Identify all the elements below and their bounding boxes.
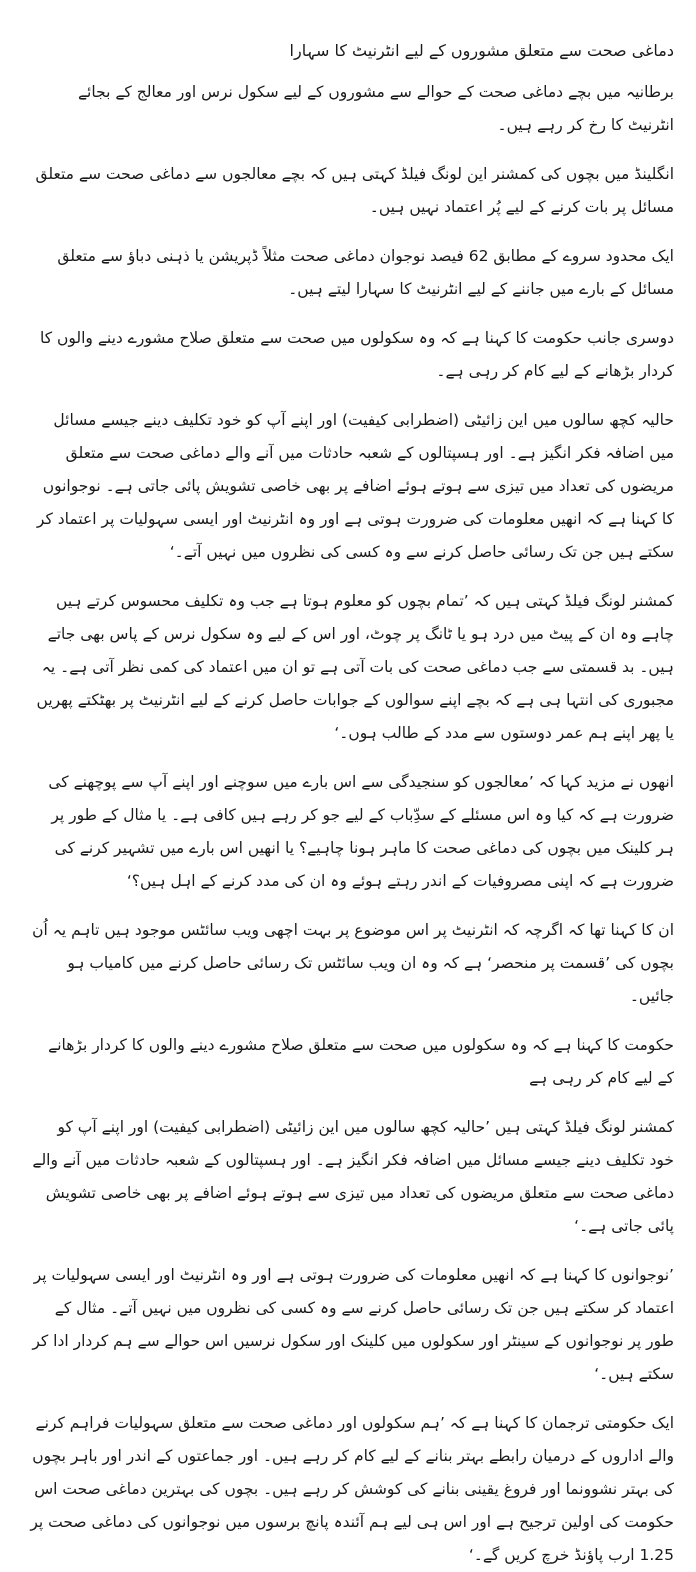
paragraph-11: ’نوجوانوں کا کہنا ہے کہ انھیں معلومات کی ضرورت ہوتی ہے اور وہ انٹرنیٹ اور ایسی سہولیات پر اعتماد کر سکتے ہیں جن تک رسائی حاصل کرنے سے وہ کسی کی نظروں میں نہیں آتے۔ مثال کے طور پر نوجوانوں کے سینٹر اور سکولوں میں کلینک اور سکول نرسیں اس حوالے سے ہم کردار ادا کر سکتے ہیں۔‘ xyxy=(32,1266,674,1383)
paragraph-5: حالیہ کچھ سالوں میں این زائیٹی (اضطرابی کیفیت) اور اپنے آپ کو خود تکلیف دینے جیسے مسائل میں اضافہ فکر انگیز ہے۔ اور ہسپتالوں کے شعبہ حادثات میں آنے والے دماغی صحت سے متعلق مریضوں کی تعداد میں تیزی سے ہوتے ہوئے اضافے پر بھی خاصی تشویش پائی جاتی ہے۔ نوجوانوں کا کہنا ہے کہ انھیں معلومات کی ضرورت ہوتی ہے اور وہ انٹرنیٹ اور ایسی سہولیات پر اعتماد کر سکتے ہیں جن تک رسائی حاصل کرنے سے وہ کسی کی نظروں میں نہیں آتے۔‘ xyxy=(36,411,674,561)
paragraph-6: کمشنر لونگ فیلڈ کہتی ہیں کہ ’تمام بچوں کو معلوم ہوتا ہے جب وہ تکلیف محسوس کرتے ہیں چاہے وہ ان کے پیٹ میں درد ہو یا ٹانگ پر چوٹ، اور اس کے لیے وہ سکول نرس کے پاس بھی جاتے ہیں۔ بد قسمتی سے جب دماغی صحت کی بات آتی ہے تو ان میں اعتماد کی کمی نظر آتی ہے۔ یہ مجبوری کی انتہا ہی ہے کہ بچے اپنے سوالوں کے جوابات حاصل کرنے کے لیے انٹرنیٹ پر بھٹکتے پھریں یا پھر اپنے ہم عمر دوستوں سے مدد کے طالب ہوں۔‘ xyxy=(36,592,674,742)
paragraph-3: ایک محدود سروے کے مطابق 62 فیصد نوجوان دماغی صحت مثلاً ڈپریشن یا ذہنی دباؤ سے متعلق مسائل کے بارے میں جاننے کے لیے انٹرنیٹ کا سہارا لیتے ہیں۔ xyxy=(57,247,674,298)
paragraph-1: برطانیہ میں بچے دماغی صحت کے حوالے سے مشوروں کے لیے سکول نرس اور معالج کے بجائے انٹرنیٹ کا رخ کر رہے ہیں۔ xyxy=(77,83,674,134)
article-headline: دماغی صحت سے متعلق مشوروں کے لیے انٹرنیٹ کا سہارا xyxy=(289,41,674,60)
paragraph-4: دوسری جانب حکومت کا کہنا ہے کہ وہ سکولوں میں صحت سے متعلق صلاح مشورے دینے والوں کا کردار بڑھانے کے لیے کام کر رہی ہے۔ xyxy=(39,329,674,380)
paragraph-10: کمشنر لونگ فیلڈ کہتی ہیں ’حالیہ کچھ سالوں میں این زائیٹی (اضطرابی کیفیت) اور اپنے آپ کو خود تکلیف دینے جیسے مسائل میں اضافہ فکر انگیز ہے۔ اور ہسپتالوں کے شعبہ حادثات میں آنے والے دماغی صحت سے متعلق مریضوں کی تعداد میں تیزی سے ہوتے ہوئے اضافے پر بھی خاصی تشویش پائی جاتی ہے۔‘ xyxy=(32,1118,674,1235)
paragraph-2: انگلینڈ میں بچوں کی کمشنر این لونگ فیلڈ کہتی ہیں کہ بچے معالجوں سے دماغی صحت سے متعلق مسائل پر بات کرنے کے لیے پُر اعتماد نہیں ہیں۔ xyxy=(35,165,674,216)
paragraph-9: حکومت کا کہنا ہے کہ وہ سکولوں میں صحت سے متعلق صلاح مشورے دینے والوں کا کردار بڑھانے کے لیے کام کر رہی ہے xyxy=(48,1036,674,1087)
paragraph-12: ایک حکومتی ترجمان کا کہنا ہے کہ ’ہم سکولوں اور دماغی صحت سے متعلق سہولیات فراہم کرنے والے اداروں کے درمیان رابطے بہتر بنانے کے لیے کام کر رہے ہیں۔ اور جماعتوں کے اندر اور باہر بچوں کی بہتر نشوونما اور فروغ یقینی بنانے کی کوشش کر رہے ہیں۔ بچوں کی بہترین دماغی صحت اس حکومت کی اولین ترجیح ہے اور اس ہی لیے ہم آئندہ پانچ برسوں میں نوجوانوں کی دماغی صحت پر 1.25 ارب پاؤنڈ خرچ کریں گے۔‘ xyxy=(30,1414,674,1564)
paragraph-7: انھوں نے مزید کہا کہ ’معالجوں کو سنجیدگی سے اس بارے میں سوچنے اور اپنے آپ سے پوچھنے کی ضرورت ہے کہ کیا وہ اس مسئلے کے سدِّباب کے لیے جو کر رہے ہیں کافی ہے۔ یا مثال کے طور پر ہر کلینک میں بچوں کی دماغی صحت کا ماہر ہونا چاہیے؟ یا انھیں اس بارے میں تشہیر کرنے کی ضرورت ہے کہ اپنی مصروفیات کے اندر رہتے ہوئے وہ ان کی مدد کرنے کے اہل ہیں؟‘ xyxy=(48,773,674,890)
paragraph-8: ان کا کہنا تھا کہ اگرچہ کہ انٹرنیٹ پر اس موضوع پر بہت اچھی ویب سائٹس موجود ہیں تاہم یہ اُن بچوں کی ’قسمت پر منحصر‘ ہے کہ وہ ان ویب سائٹس تک رسائی حاصل کرنے میں کامیاب ہو جائیں۔ xyxy=(32,921,674,1005)
